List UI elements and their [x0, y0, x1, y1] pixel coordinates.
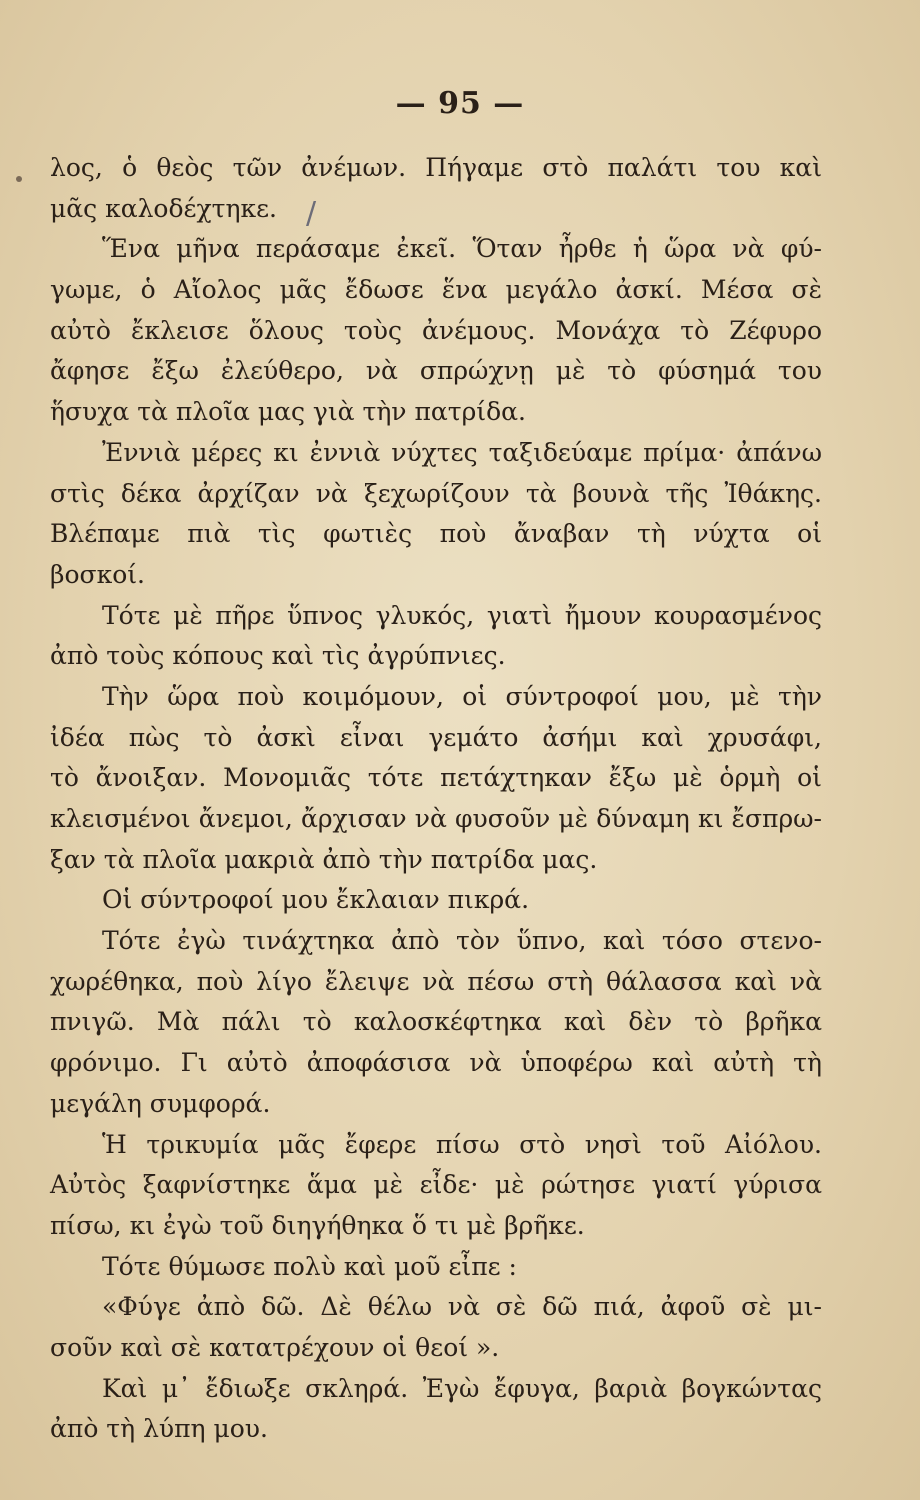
text-line: ἄφησε ἔξω ἐλεύθερο, νὰ σπρώχνῃ μὲ τὸ φύσημά του: [50, 356, 822, 386]
text-line: ἥσυχα τὰ πλοῖα μας γιὰ τὴν πατρίδα.: [50, 397, 526, 427]
text-line: στὶς δέκα ἀρχίζαν νὰ ξεχωρίζουν τὰ βουνὰ τῆς Ἰθάκης.: [50, 478, 822, 508]
text-line: «Φύγε ἀπὸ δῶ. Δὲ θέλω νὰ σὲ δῶ πιά, ἀφοῦ σὲ μι-: [102, 1292, 822, 1322]
text-line: Ἐννιὰ μέρες κι ἐννιὰ νύχτες ταξιδεύαμε πρίμα· ἀπάνω: [102, 437, 822, 467]
text-line: ἀπὸ τὴ λύπη μου.: [50, 1414, 268, 1444]
text-line: ἀπὸ τοὺς κόπους καὶ τὶς ἀγρύπνιες.: [50, 641, 506, 671]
text-line: χωρέθηκα, ποὺ λίγο ἔλειψε νὰ πέσω στὴ θάλασσα καὶ νὰ: [50, 966, 822, 996]
text-line: κλεισμένοι ἄνεμοι, ἄρχισαν νὰ φυσοῦν μὲ δύναμη κι ἔσπρω-: [50, 804, 822, 833]
text-line: Ἕνα μῆνα περάσαμε ἐκεῖ. Ὅταν ἦρθε ἡ ὥρα νὰ φύ-: [102, 234, 822, 264]
pencil-slash-mark: /: [306, 196, 317, 231]
text-line: σοῦν καὶ σὲ κατατρέχουν οἱ θεοί ».: [50, 1332, 500, 1362]
text-line: πνιγῶ. Μὰ πάλι τὸ καλοσκέφτηκα καὶ δὲν τὸ βρῆκα: [50, 1007, 822, 1037]
text-line: ἰδέα πὼς τὸ ἀσκὶ εἶναι γεμάτο ἀσήμι καὶ χρυσάφι,: [50, 722, 822, 752]
text-line: Αὐτὸς ξαφνίστηκε ἅμα μὲ εἶδε· μὲ ρώτησε γιατί γύρισα: [50, 1170, 822, 1200]
page-number: — 95 —: [395, 86, 525, 121]
text-line: Τότε ἐγὼ τινάχτηκα ἀπὸ τὸν ὕπνο, καὶ τόσο στενο-: [102, 926, 822, 956]
text-line: Τότε θύμωσε πολὺ καὶ μοῦ εἶπε :: [102, 1251, 517, 1281]
text-line: πίσω, κι ἐγὼ τοῦ διηγήθηκα ὅ τι μὲ βρῆκε.: [50, 1210, 585, 1240]
text-line: Βλέπαμε πιὰ τὶς φωτιὲς ποὺ ἄναβαν τὴ νύχτα οἱ: [50, 519, 822, 549]
text-line: Τότε μὲ πῆρε ὕπνος γλυκός, γιατὶ ἤμουν κουρασμένος: [102, 600, 822, 630]
text-line: ξαν τὰ πλοῖα μακριὰ ἀπὸ τὴν πατρίδα μας.: [50, 844, 598, 874]
text-line: Καὶ μ᾽ ἔδιωξε σκληρά. Ἐγὼ ἔφυγα, βαριὰ βογκώντας: [102, 1373, 822, 1403]
text-line: βοσκοί.: [50, 559, 145, 589]
text-line: μεγάλη συμφορά.: [50, 1088, 271, 1118]
text-line: μᾶς καλοδέχτηκε.: [50, 193, 277, 223]
margin-ink-dot: [16, 176, 22, 182]
text-line: Ἡ τρικυμία μᾶς ἔφερε πίσω στὸ νησὶ τοῦ Αἰόλου.: [102, 1129, 822, 1159]
text-line: γωμε, ὁ Αἴολος μᾶς ἔδωσε ἕνα μεγάλο ἀσκί. Μέσα σὲ: [50, 275, 822, 305]
text-line: Οἱ σύντροφοί μου ἔκλαιαν πικρά.: [102, 885, 530, 915]
text-line: Τὴν ὥρα ποὺ κοιμόμουν, οἱ σύντροφοί μου, μὲ τὴν: [102, 681, 822, 711]
body-text: [50, 148, 822, 1450]
text-line: φρόνιμο. Γι αὐτὸ ἀποφάσισα νὰ ὑποφέρω καὶ αὐτὴ τὴ: [50, 1048, 822, 1078]
text-line: αὐτὸ ἔκλεισε ὅλους τοὺς ἀνέμους. Μονάχα τὸ Ζέφυρο: [50, 315, 822, 345]
text-line: λος, ὁ θεὸς τῶν ἀνέμων. Πήγαμε στὸ παλάτι του καὶ: [50, 153, 822, 182]
text-line: τὸ ἄνοιξαν. Μονομιᾶς τότε πετάχτηκαν ἔξω μὲ ὁρμὴ οἱ: [50, 763, 822, 793]
